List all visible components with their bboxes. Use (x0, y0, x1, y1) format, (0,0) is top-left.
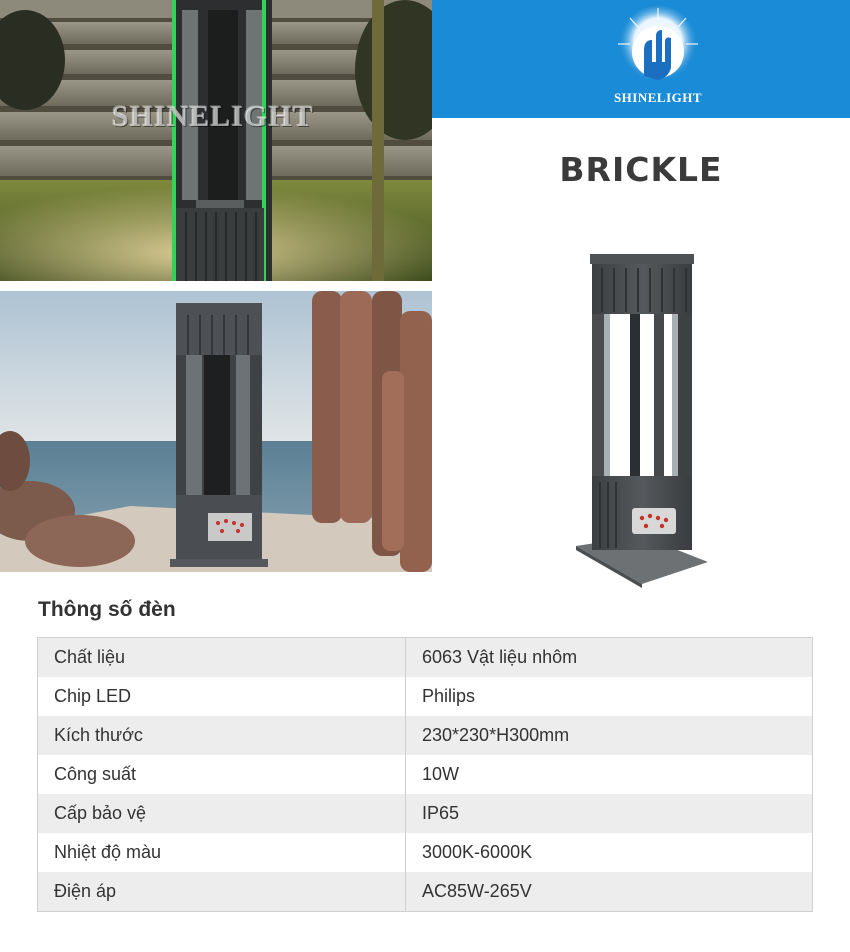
table-row (38, 716, 813, 755)
product-title: BRICKLE (559, 150, 723, 189)
spec-value: 3000K-6000K (406, 833, 813, 872)
brand-watermark: SHINELIGHT (112, 100, 314, 133)
specs-table (37, 637, 813, 912)
table-row (38, 755, 813, 794)
garden-product-photo (0, 0, 432, 281)
table-row (38, 833, 813, 872)
spec-value: AC85W-265V (406, 872, 813, 912)
table-row (38, 638, 813, 678)
spec-value: 10W (406, 755, 813, 794)
brand-logo-text: SHINELIGHT (613, 90, 703, 105)
seaside-product-photo (0, 291, 432, 572)
spec-value: Philips (406, 677, 813, 716)
table-row (38, 677, 813, 716)
spec-label: Nhiệt độ màu (38, 833, 406, 872)
spec-label: Điện áp (38, 872, 406, 912)
spec-value: 6063 Vật liệu nhôm (406, 638, 813, 678)
spec-label: Chất liệu (38, 638, 406, 678)
spec-label: Công suất (38, 755, 406, 794)
specs-heading: Thông số đèn (38, 598, 176, 621)
spec-value: IP65 (406, 794, 813, 833)
hand-light-icon (608, 6, 708, 90)
spec-value: 230*230*H300mm (406, 716, 813, 755)
product-image (572, 250, 712, 590)
brand-header (432, 0, 850, 118)
spec-label: Kích thước (38, 716, 406, 755)
spec-label: Chip LED (38, 677, 406, 716)
table-row (38, 794, 813, 833)
table-row (38, 872, 813, 912)
spec-label: Cấp bảo vệ (38, 794, 406, 833)
brand-logo (608, 6, 708, 112)
